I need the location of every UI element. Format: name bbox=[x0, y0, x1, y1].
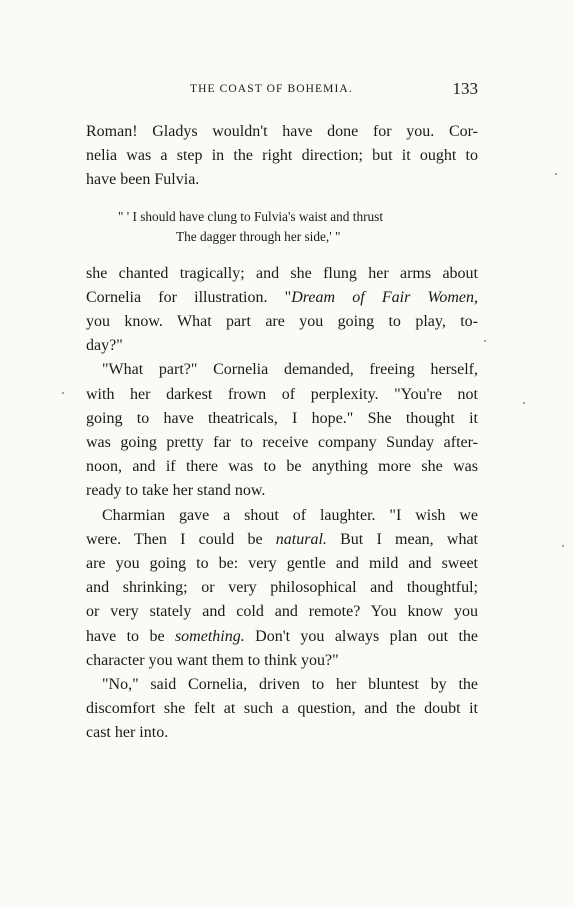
text-line: Cornelia for illustration. "Dream of Fair Women, bbox=[86, 288, 479, 306]
text-line: ready to take her stand now. bbox=[86, 482, 266, 500]
paragraph bbox=[86, 673, 478, 746]
verse-quotation bbox=[86, 207, 478, 247]
paper-speck bbox=[562, 545, 564, 547]
quote-line: " ' I should have clung to Fulvia's waist and thrust bbox=[118, 208, 384, 224]
paragraph bbox=[86, 120, 478, 193]
paper-speck bbox=[484, 340, 486, 342]
quote-line: The dagger through her side,' " bbox=[176, 228, 341, 244]
page-header bbox=[86, 79, 478, 101]
text-line: discomfort she felt at such a question, and the doubt it bbox=[86, 700, 478, 718]
text-line: character you want them to think you?" bbox=[86, 651, 339, 669]
text-line: "What part?" Cornelia demanded, freeing herself, bbox=[102, 361, 478, 379]
paper-speck bbox=[555, 173, 557, 175]
italic-word: something. bbox=[174, 627, 245, 645]
text-line: you know. What part are you going to play, to- bbox=[86, 313, 478, 331]
text-line: Roman! Gladys wouldn't have done for you. Cor- bbox=[86, 123, 478, 140]
text-line: cast her into. bbox=[86, 724, 169, 742]
text-line: with her darkest frown of perplexity. "You're not bbox=[86, 385, 478, 403]
italic-word: natural. bbox=[275, 530, 327, 548]
paper-speck bbox=[62, 392, 64, 394]
paragraph bbox=[86, 262, 478, 359]
paragraph bbox=[86, 358, 478, 503]
text-line: were. Then I could be natural. But I mean, what bbox=[86, 530, 478, 548]
page-number: 133 bbox=[452, 79, 478, 98]
paper-speck bbox=[523, 402, 525, 404]
text-line: she chanted tragically; and she flung her arms about bbox=[86, 264, 478, 282]
text-line: was going pretty far to receive company Sunday after- bbox=[86, 434, 478, 452]
text-line: and shrinking; or very philosophical and thoughtful; bbox=[86, 579, 478, 597]
text-line: "No," said Cornelia, driven to her bluntest by the bbox=[102, 676, 478, 694]
text-line: are you going to be: very gentle and mild and sweet bbox=[86, 555, 478, 573]
text-line: have to be something. Don't you always plan out the bbox=[86, 627, 478, 645]
text-line: have been Fulvia. bbox=[86, 171, 200, 189]
text-line: nelia was a step in the right direction; but it ought to bbox=[86, 147, 478, 165]
text-line: noon, and if there was to be anything more she was bbox=[86, 458, 478, 476]
running-title: THE COAST OF BOHEMIA. bbox=[190, 83, 353, 95]
body-text bbox=[86, 120, 478, 746]
text-line: going to have theatricals, I hope." She thought it bbox=[86, 409, 478, 427]
paragraph bbox=[86, 504, 478, 673]
text-line: or very stately and cold and remote? You know you bbox=[86, 603, 478, 621]
text-line: Charmian gave a shout of laughter. "I wish we bbox=[102, 506, 478, 524]
italic-title: Dream of Fair Women, bbox=[291, 288, 479, 306]
text-line: day?" bbox=[86, 337, 123, 355]
